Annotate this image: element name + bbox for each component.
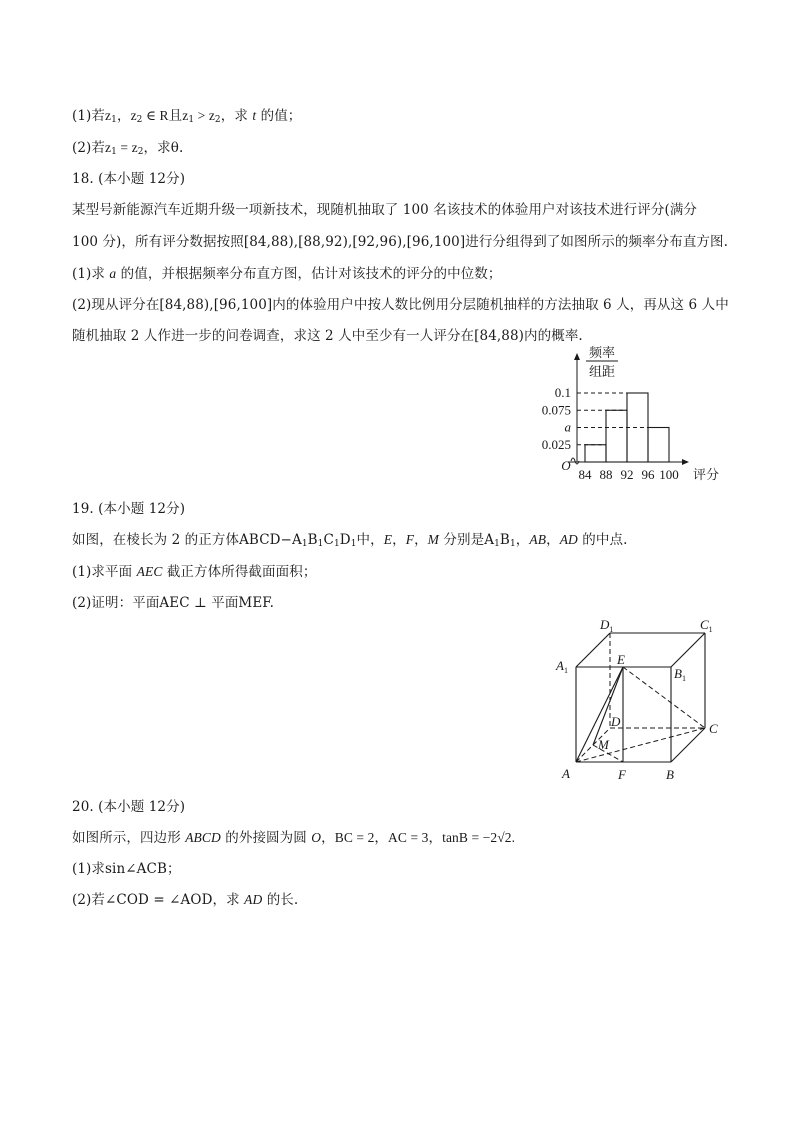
y-tick-label: 0.075 xyxy=(541,402,571,418)
q18-text-line2: 100 分)，所有评分数据按照[84,88),[88,92),[92,96),[96,100]进行分组得到了如图所示的频率分布直方图. xyxy=(72,234,729,250)
label-A: A xyxy=(562,766,570,781)
q17-part1: (1)若$z_1$，$z_2$ ∈ R且$z_1 > z_2$，求 t 的值； xyxy=(72,108,302,125)
x-axis-label: 评分 xyxy=(692,467,720,482)
axis-break xyxy=(571,458,579,464)
label-D: D xyxy=(611,714,621,729)
q18-part2-line1: (2)现从评分在[84,88),[96,100]内的体验用户中按人数比例用分层随机抽样的方法抽取 6 人，再从这 6 人中 xyxy=(72,297,729,313)
q20-intro: 如图所示，四边形 ABCD 的外接圆为圆 O，BC = 2，AC = 3，tanB = −2√2. xyxy=(72,830,516,846)
y-axis-label-top: 频率 xyxy=(588,345,616,360)
hidden-segment-E-C xyxy=(623,667,705,728)
q20-header: 20. (本小题 12分) xyxy=(72,799,186,815)
label-M: M xyxy=(598,737,609,752)
histogram-bar xyxy=(627,393,648,462)
edge-A1-D1 xyxy=(576,633,610,667)
label-A1: $A_1$ xyxy=(556,658,568,675)
x-tick-label: 84 xyxy=(578,467,592,482)
q19-intro: 如图，在棱长为 2 的正方体$ABCD-A_1B_1C_1D_1$中，E，F，M 分别是$A_1B_1$，AB，AD 的中点. xyxy=(72,532,628,549)
x-tick-label: 92 xyxy=(620,467,634,482)
x-tick-label: 100 xyxy=(659,467,679,482)
q19-part1: (1)求平面 AEC 截正方体所得截面面积； xyxy=(72,564,317,580)
histogram-bar xyxy=(585,445,606,462)
edge-C1-B1 xyxy=(671,633,705,667)
edge-B-C xyxy=(671,728,705,762)
x-tick-label: 88 xyxy=(599,467,613,482)
label-D1: $D_1$ xyxy=(600,617,614,634)
label-F: F xyxy=(618,767,626,782)
y-tick-label: 0.025 xyxy=(541,436,571,452)
y-tick-label: 0.1 xyxy=(554,385,571,400)
hidden-segment-A-C xyxy=(576,728,705,762)
label-B1: $B_1$ xyxy=(674,666,686,683)
histogram-bar xyxy=(606,410,627,462)
q18-text-line1: 某型号新能源汽车近期升级一项新技术，现随机抽取了 100 名该技术的体验用户对该技术进行评分(满分 xyxy=(72,202,698,218)
label-E: E xyxy=(617,652,625,667)
y-tick-label: a xyxy=(564,419,571,435)
q18-header: 18. (本小题 12分) xyxy=(72,171,186,187)
frequency-histogram xyxy=(520,342,730,490)
origin-label: O xyxy=(561,458,571,473)
histogram-bar xyxy=(648,428,669,463)
y-axis-label-bottom: 组距 xyxy=(588,364,616,379)
q19-part2: (2)证明：平面AEC ⊥ 平面MEF. xyxy=(72,595,275,611)
q20-part2: (2)若∠COD = ∠AOD，求 AD 的长. xyxy=(72,892,299,908)
cube-diagram xyxy=(548,612,730,788)
label-C: C xyxy=(709,721,718,736)
q19-header: 19. (本小题 12分) xyxy=(72,501,186,517)
label-C1: $C_1$ xyxy=(700,617,713,634)
q18-part2-line2: 随机抽取 2 人作进一步的问卷调查，求这 2 人中至少有一人评分在[84,88)内的概率. xyxy=(72,328,583,344)
label-B: B xyxy=(666,767,674,782)
x-tick-label: 96 xyxy=(641,467,655,482)
segment-E-M xyxy=(593,667,623,745)
q18-part1: (1)求 a 的值，并根据频率分布直方图，估计对该技术的评分的中位数； xyxy=(72,266,502,282)
q17-part2: (2)若$z_1 = z_2$，求θ. xyxy=(72,140,184,157)
q20-part1: (1)求sin∠ACB； xyxy=(72,861,181,877)
